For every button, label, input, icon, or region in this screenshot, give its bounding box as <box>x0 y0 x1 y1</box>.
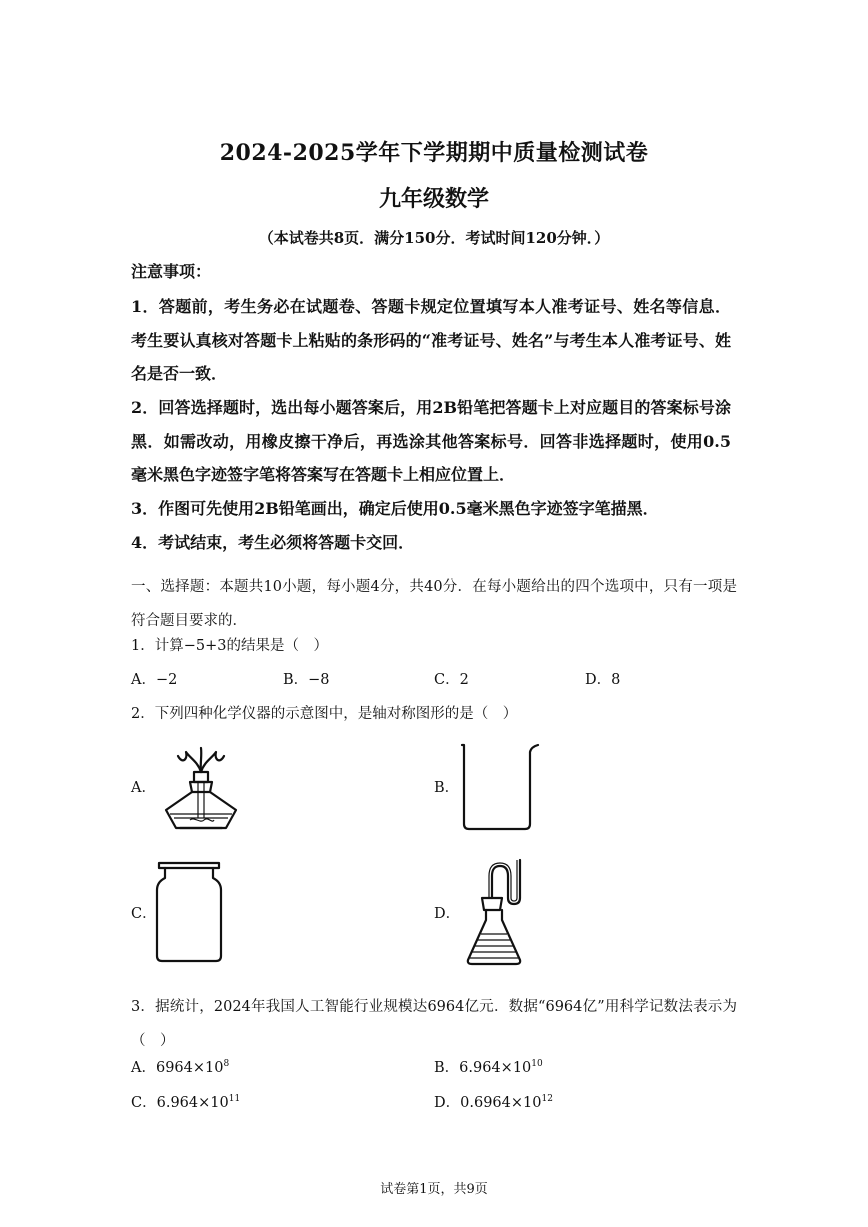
q2-option-c[interactable]: C． <box>131 906 157 922</box>
q3-option-c-value: 6.964×10 <box>156 1095 229 1111</box>
q3-option-b[interactable] <box>434 1058 543 1078</box>
section1-intro: 一、选择题：本题共10小题，每小题4分，共40分．在每小题给出的四个选项中，只有一项是符合题目要求的． <box>131 579 737 629</box>
q3-option-c-exp: 11 <box>228 1094 241 1105</box>
q3-option-a-exp: 8 <box>223 1059 230 1070</box>
q3-option-d-exp: 12 <box>541 1094 553 1105</box>
question-2-stem: 2．下列四种化学仪器的示意图中，是轴对称图形的是（ ） <box>131 706 518 722</box>
q3-option-b-value: 6.964×10 <box>459 1060 532 1076</box>
q3-option-d-label: D． <box>434 1095 461 1111</box>
q3-option-c-label: C． <box>131 1095 157 1111</box>
q3-option-a-value: 6964×10 <box>155 1060 224 1076</box>
q2-option-d[interactable]: D． <box>434 906 461 922</box>
page-footer: 试卷第1页，共9页 <box>380 1182 488 1197</box>
beaker-icon <box>458 742 542 832</box>
q3-option-d[interactable] <box>434 1093 553 1113</box>
q3-option-c[interactable] <box>131 1093 240 1113</box>
q3-option-b-exp: 10 <box>531 1059 543 1070</box>
notice-item-3: 3．作图可先使用2B铅笔画出，确定后使用0.5毫米黑色字迹签字笔描黑． <box>131 499 659 518</box>
question-3-stem: 3．据统计，2024年我国人工智能行业规模达6964亿元．数据“6964亿”用科学记数法表示为（ ） <box>131 999 737 1049</box>
q3-option-a-label: A． <box>131 1060 156 1076</box>
q1-option-a[interactable]: A．−2 <box>131 672 178 688</box>
q3-option-a[interactable] <box>131 1058 229 1078</box>
q2-option-a[interactable]: A． <box>131 780 156 796</box>
alcohol-lamp-icon <box>160 744 242 834</box>
reagent-bottle-icon <box>155 860 225 964</box>
notice-item-4: 4．考试结束，考生必须将答题卡交回． <box>131 533 415 552</box>
exam-subject: 九年级数学 <box>378 186 489 212</box>
notice-item-1: 1．答题前，考生务必在试题卷、答题卡规定位置填写本人准考证号、姓名等信息．考生要认真核对答题卡上粘贴的条形码的“准考证号、姓名”与考生本人准考证号、姓名是否一致． <box>131 297 731 383</box>
question-1-stem: 1．计算−5+3的结果是（ ） <box>131 638 328 654</box>
notice-item-2: 2．回答选择题时，选出每小题答案后，用2B铅笔把答题卡上对应题目的答案标号涂黑．如需改动，用橡皮擦干净后，再选涂其他答案标号．回答非选择题时，使用0.5毫米黑色字迹签字笔将答案写在答题卡上相应位置上． <box>131 398 731 484</box>
conical-flask-icon <box>462 858 532 968</box>
q1-option-b[interactable]: B．−8 <box>283 672 330 688</box>
q1-option-d[interactable]: D．8 <box>585 672 621 688</box>
exam-title: 2024-2025学年下学期期中质量检测试卷 <box>219 140 649 166</box>
q3-option-d-value: 0.6964×10 <box>460 1095 542 1111</box>
notice-heading: 注意事项： <box>131 262 212 281</box>
q3-option-b-label: B． <box>434 1060 460 1076</box>
q2-option-b[interactable]: B． <box>434 780 460 796</box>
q1-option-c[interactable]: C．2 <box>434 672 469 688</box>
exam-info: （本试卷共8页．满分150分．考试时间120分钟．） <box>258 229 610 247</box>
